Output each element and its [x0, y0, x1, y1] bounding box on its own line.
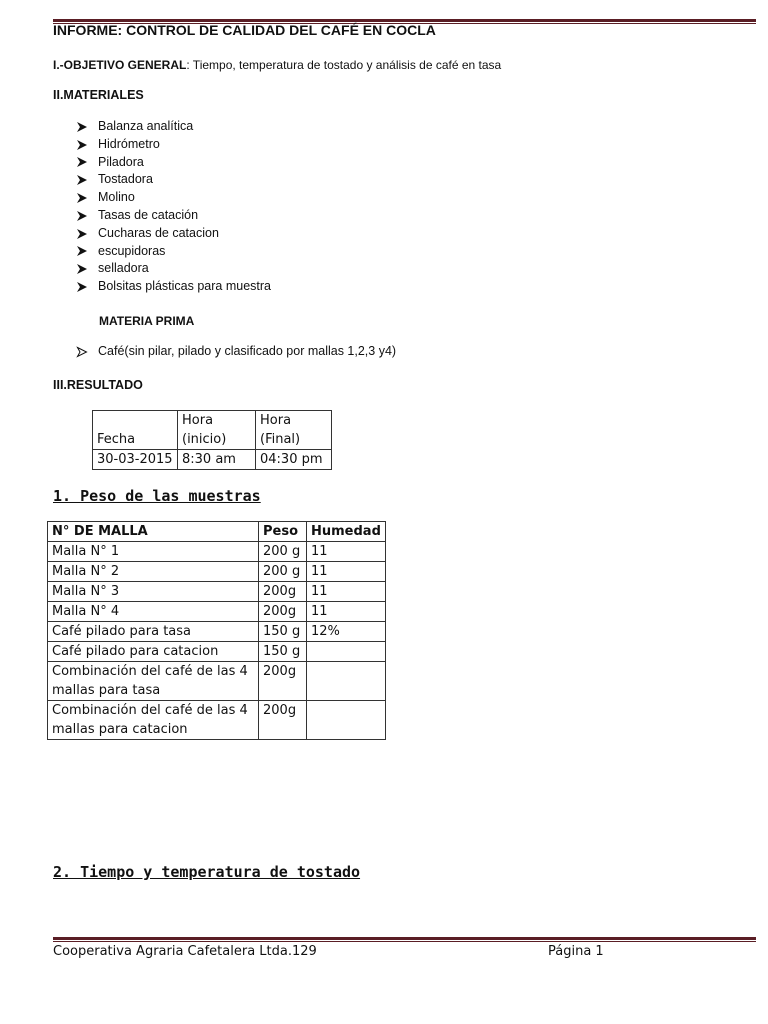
- arrow-outline-bullet-icon: [76, 346, 98, 358]
- roast-heading: 2. Tiempo y temperatura de tostado: [53, 863, 361, 881]
- arrow-bullet-icon: [76, 156, 98, 168]
- raw-material-list: [76, 343, 396, 361]
- arrow-bullet-icon: [76, 210, 98, 222]
- table-cell: 11: [307, 582, 386, 602]
- table-cell: 150 g: [259, 642, 307, 662]
- footer-organization: Cooperativa Agraria Cafetalera Ltda.129: [53, 944, 317, 959]
- table-row: [48, 662, 386, 701]
- list-item-label: Hidrómetro: [98, 136, 160, 151]
- table-cell: 11: [307, 602, 386, 622]
- table-header-cell: Fecha: [93, 411, 178, 450]
- list-item: [76, 171, 271, 189]
- results-heading: III.RESULTADO: [53, 378, 143, 392]
- samples-heading: 1. Peso de las muestras: [53, 487, 261, 505]
- list-item-label: selladora: [98, 261, 149, 276]
- materials-heading: II.MATERIALES: [53, 88, 144, 102]
- table-header-cell: Hora (inicio): [178, 411, 256, 450]
- table-cell: Café pilado para catacion: [48, 642, 259, 662]
- table-row: [48, 622, 386, 642]
- table-cell: 200g: [259, 602, 307, 622]
- table-row: [93, 450, 332, 470]
- table-row: [48, 642, 386, 662]
- arrow-bullet-icon: [76, 263, 98, 275]
- table-row: [93, 411, 332, 450]
- table-cell: 8:30 am: [178, 450, 256, 470]
- table-cell: 04:30 pm: [256, 450, 332, 470]
- list-item-label: Tasas de catación: [98, 207, 199, 222]
- list-item-label: Piladora: [98, 154, 144, 169]
- table-cell: Combinación del café de las 4 mallas para catacion: [48, 701, 259, 740]
- table-row: [48, 602, 386, 622]
- arrow-bullet-icon: [76, 228, 98, 240]
- samples-table: [47, 521, 386, 740]
- table-header-cell: Peso: [259, 522, 307, 542]
- arrow-bullet-icon: [76, 174, 98, 186]
- objective-text: : Tiempo, temperatura de tostado y análisis de café en tasa: [186, 58, 502, 72]
- objective-label: I.-OBJETIVO GENERAL: [53, 58, 187, 72]
- table-cell: 200g: [259, 582, 307, 602]
- list-item: [76, 136, 271, 154]
- table-cell: 12%: [307, 622, 386, 642]
- list-item: [76, 154, 271, 172]
- time-table: [92, 410, 332, 470]
- list-item-label: escupidoras: [98, 243, 166, 258]
- table-cell: [307, 701, 386, 740]
- table-cell: Malla N° 1: [48, 542, 259, 562]
- arrow-bullet-icon: [76, 192, 98, 204]
- table-cell: 30-03-2015: [93, 450, 178, 470]
- list-item-label: Bolsitas plásticas para muestra: [98, 279, 271, 294]
- table-row: [48, 701, 386, 740]
- table-cell: 200g: [259, 662, 307, 701]
- table-cell: Combinación del café de las 4 mallas para tasa: [48, 662, 259, 701]
- list-item: [76, 207, 271, 225]
- table-cell: [307, 662, 386, 701]
- footer-rule-thin: [53, 941, 756, 942]
- table-cell: Malla N° 3: [48, 582, 259, 602]
- table-cell: Café pilado para tasa: [48, 622, 259, 642]
- list-item: [76, 343, 396, 361]
- table-cell: 200 g: [259, 562, 307, 582]
- list-item: [76, 260, 271, 278]
- table-cell: 150 g: [259, 622, 307, 642]
- document-title: INFORME: CONTROL DE CALIDAD DEL CAFÉ EN COCLA: [53, 22, 436, 38]
- table-cell: 200g: [259, 701, 307, 740]
- table-header-cell: Hora (Final): [256, 411, 332, 450]
- table-cell: Malla N° 4: [48, 602, 259, 622]
- table-cell: 11: [307, 562, 386, 582]
- list-item: [76, 189, 271, 207]
- table-row: [48, 542, 386, 562]
- table-cell: Malla N° 2: [48, 562, 259, 582]
- footer-page-number: Página 1: [548, 944, 604, 959]
- arrow-bullet-icon: [76, 245, 98, 257]
- table-header-cell: N° DE MALLA: [48, 522, 259, 542]
- table-cell: 200 g: [259, 542, 307, 562]
- table-header-cell: Humedad: [307, 522, 386, 542]
- arrow-bullet-icon: [76, 121, 98, 133]
- footer-rule: [53, 937, 756, 940]
- list-item-label: Café(sin pilar, pilado y clasificado por mallas 1,2,3 y4): [98, 344, 397, 358]
- objective-line: [53, 58, 501, 72]
- list-item: [76, 278, 271, 296]
- arrow-bullet-icon: [76, 139, 98, 151]
- list-item: [76, 243, 271, 261]
- materials-list: [76, 118, 271, 296]
- list-item-label: Molino: [98, 190, 135, 205]
- raw-material-heading: MATERIA PRIMA: [99, 314, 195, 328]
- list-item: [76, 118, 271, 136]
- arrow-bullet-icon: [76, 281, 98, 293]
- table-row: [48, 562, 386, 582]
- table-row: [48, 582, 386, 602]
- table-cell: 11: [307, 542, 386, 562]
- list-item-label: Tostadora: [98, 172, 153, 187]
- list-item-label: Cucharas de catacion: [98, 225, 219, 240]
- table-row: [48, 522, 386, 542]
- table-cell: [307, 642, 386, 662]
- list-item-label: Balanza analítica: [98, 119, 194, 133]
- list-item: [76, 225, 271, 243]
